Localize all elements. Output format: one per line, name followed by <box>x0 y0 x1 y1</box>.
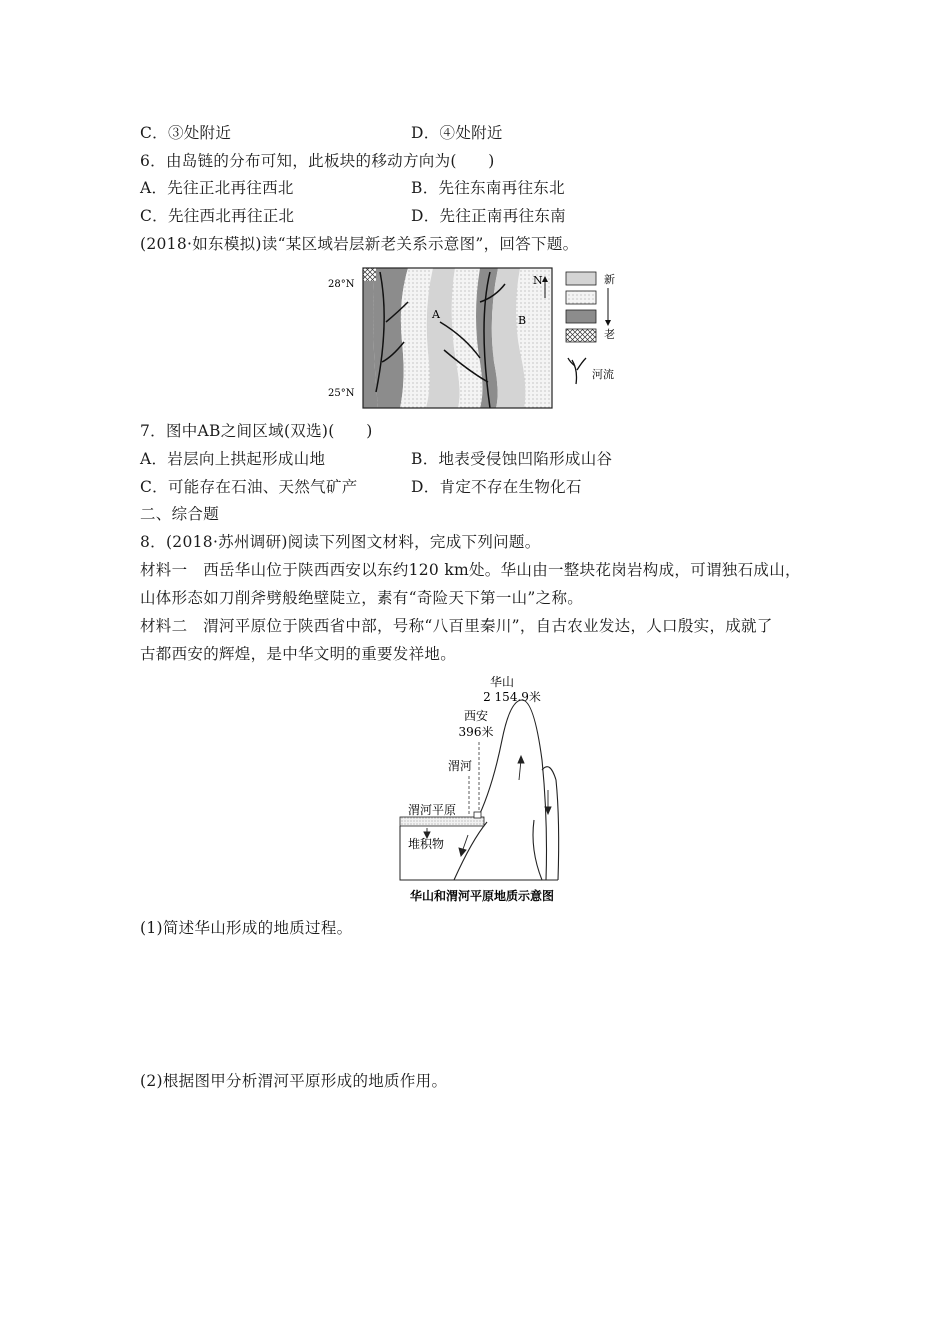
peak-name: 华山 <box>489 675 515 689</box>
q7-option-a: A．岩层向上拱起形成山地 <box>140 450 326 468</box>
point-a-label: A <box>432 308 440 321</box>
q7-option-d: D．肯定不存在生物化石 <box>411 478 582 496</box>
q8-sub1: (1)简述华山形成的地质过程。 <box>140 919 353 937</box>
q7-option-b: B．地表受侵蚀凹陷形成山谷 <box>411 450 613 468</box>
rock-intro: (2018·如东模拟)读“某区域岩层新老关系示意图”，回答下题。 <box>140 235 579 253</box>
peak-height: 2 154.9米 <box>483 690 541 704</box>
lat-28n-label: 28°N <box>328 279 355 290</box>
point-b-label: B <box>518 314 527 327</box>
map-legend <box>566 272 615 384</box>
q6-option-d: D．先往正南再往东南 <box>411 207 566 225</box>
strata-bands <box>363 268 552 408</box>
material-two-line1: 材料二 渭河平原位于陕西省中部，号称“八百里秦川”，自古农业发达，人口殷实，成就了 <box>140 617 773 635</box>
material-one-line1: 材料一 西岳华山位于陕西西安以东约120 km处。华山由一整块花岗岩构成，可谓独石成山， <box>140 561 801 579</box>
section-heading: 二、综合题 <box>140 505 220 523</box>
q8-stem: 8．(2018·苏州调研)阅读下列图文材料，完成下列问题。 <box>140 533 541 551</box>
huashan-diagram <box>392 670 572 910</box>
q6-option-c: C．先往西北再往正北 <box>140 207 295 225</box>
q5-option-c: C．③处附近 <box>140 124 232 142</box>
lat-25n-label: 25°N <box>328 388 355 399</box>
legend-new-label: 新 <box>604 273 615 286</box>
q6-option-b: B．先往东南再往东北 <box>411 179 565 197</box>
q7-option-c: C．可能存在石油、天然气矿产 <box>140 478 358 496</box>
rock-strata-map <box>320 262 640 414</box>
legend-river-label: 河流 <box>592 368 614 381</box>
river-legend-icon <box>568 358 586 384</box>
q7-stem: 7．图中AB之间区域(双选)( ) <box>140 422 373 440</box>
plain-label: 渭河平原 <box>407 803 457 817</box>
city-name: 西安 <box>463 709 489 723</box>
city-height: 396米 <box>458 725 494 739</box>
sediment-label: 堆积物 <box>407 837 445 851</box>
material-two-line2: 古都西安的辉煌，是中华文明的重要发祥地。 <box>140 645 457 663</box>
diagram-caption: 华山和渭河平原地质示意图 <box>409 889 555 903</box>
svg-text:N: N <box>533 274 543 287</box>
q8-sub2: (2)根据图甲分析渭河平原形成的地质作用。 <box>140 1072 448 1090</box>
q6-stem: 6．由岛链的分布可知，此板块的移动方向为( ) <box>140 152 495 170</box>
q5-option-d: D．④处附近 <box>411 124 503 142</box>
river-label: 渭河 <box>447 759 473 773</box>
q6-option-a: A．先往正北再往西北 <box>140 179 294 197</box>
legend-old-label: 老 <box>604 328 615 341</box>
material-one-line2: 山体形态如刀削斧劈般绝壁陡立，素有“奇险天下第一山”之称。 <box>140 589 584 607</box>
